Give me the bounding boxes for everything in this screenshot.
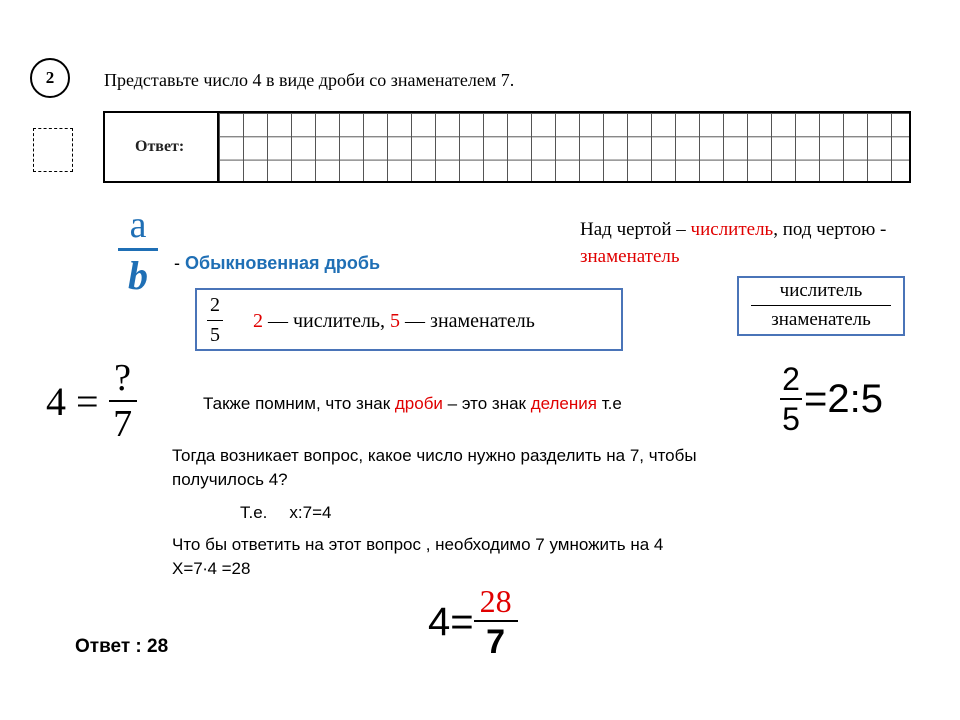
division-note: Также помним, что знак дроби – это знак деления т.е — [203, 394, 622, 413]
example-fraction-box — [195, 288, 623, 351]
fraction-denominator-b: b — [128, 253, 148, 298]
answer-grid-box — [103, 111, 911, 183]
answer-grid[interactable] — [219, 113, 909, 181]
numerator-denominator-explanation: Над чертой – числитель, под чертою - знаменатель — [580, 219, 887, 267]
final-fraction: 28 7 — [474, 582, 518, 662]
label-fraction-box — [737, 276, 905, 336]
task-checkbox — [33, 128, 73, 172]
task-number: 2 — [30, 58, 70, 98]
question-text: Тогда возникает вопрос, какое число нужно разделить на 7, чтобы получилось 4? — [172, 446, 697, 489]
solution-text: Что бы ответить на этот вопрос , необходимо 7 умножить на 4 X=7∙4 =28 — [172, 535, 664, 578]
final-answer: Ответ : 28 — [75, 636, 169, 657]
general-fraction — [118, 205, 158, 298]
final-equation: 4= 28 7 — [428, 582, 518, 662]
ordinary-fraction-caption: - Обыкновенная дробь — [174, 253, 381, 273]
fraction-as-division: 2 5 =2:5 — [780, 360, 883, 438]
example-explanation: 2 — числитель, 5 — знаменатель — [253, 310, 535, 332]
example-fraction: 2 5 — [207, 294, 223, 347]
label-denominator: знаменатель — [771, 309, 871, 330]
label-numerator: числитель — [779, 280, 863, 301]
equation-question: 4 = ? 7 — [46, 356, 137, 446]
answer-label: Ответ: — [105, 113, 219, 181]
task-text: Представьте число 4 в виде дроби со знаменателем 7. — [104, 70, 515, 90]
unknown-fraction: ? 7 — [109, 356, 137, 446]
equation-te: Т.е. x:7=4 — [240, 503, 332, 522]
fraction-numerator-a: a — [129, 204, 147, 246]
fraction-bar — [118, 248, 158, 251]
